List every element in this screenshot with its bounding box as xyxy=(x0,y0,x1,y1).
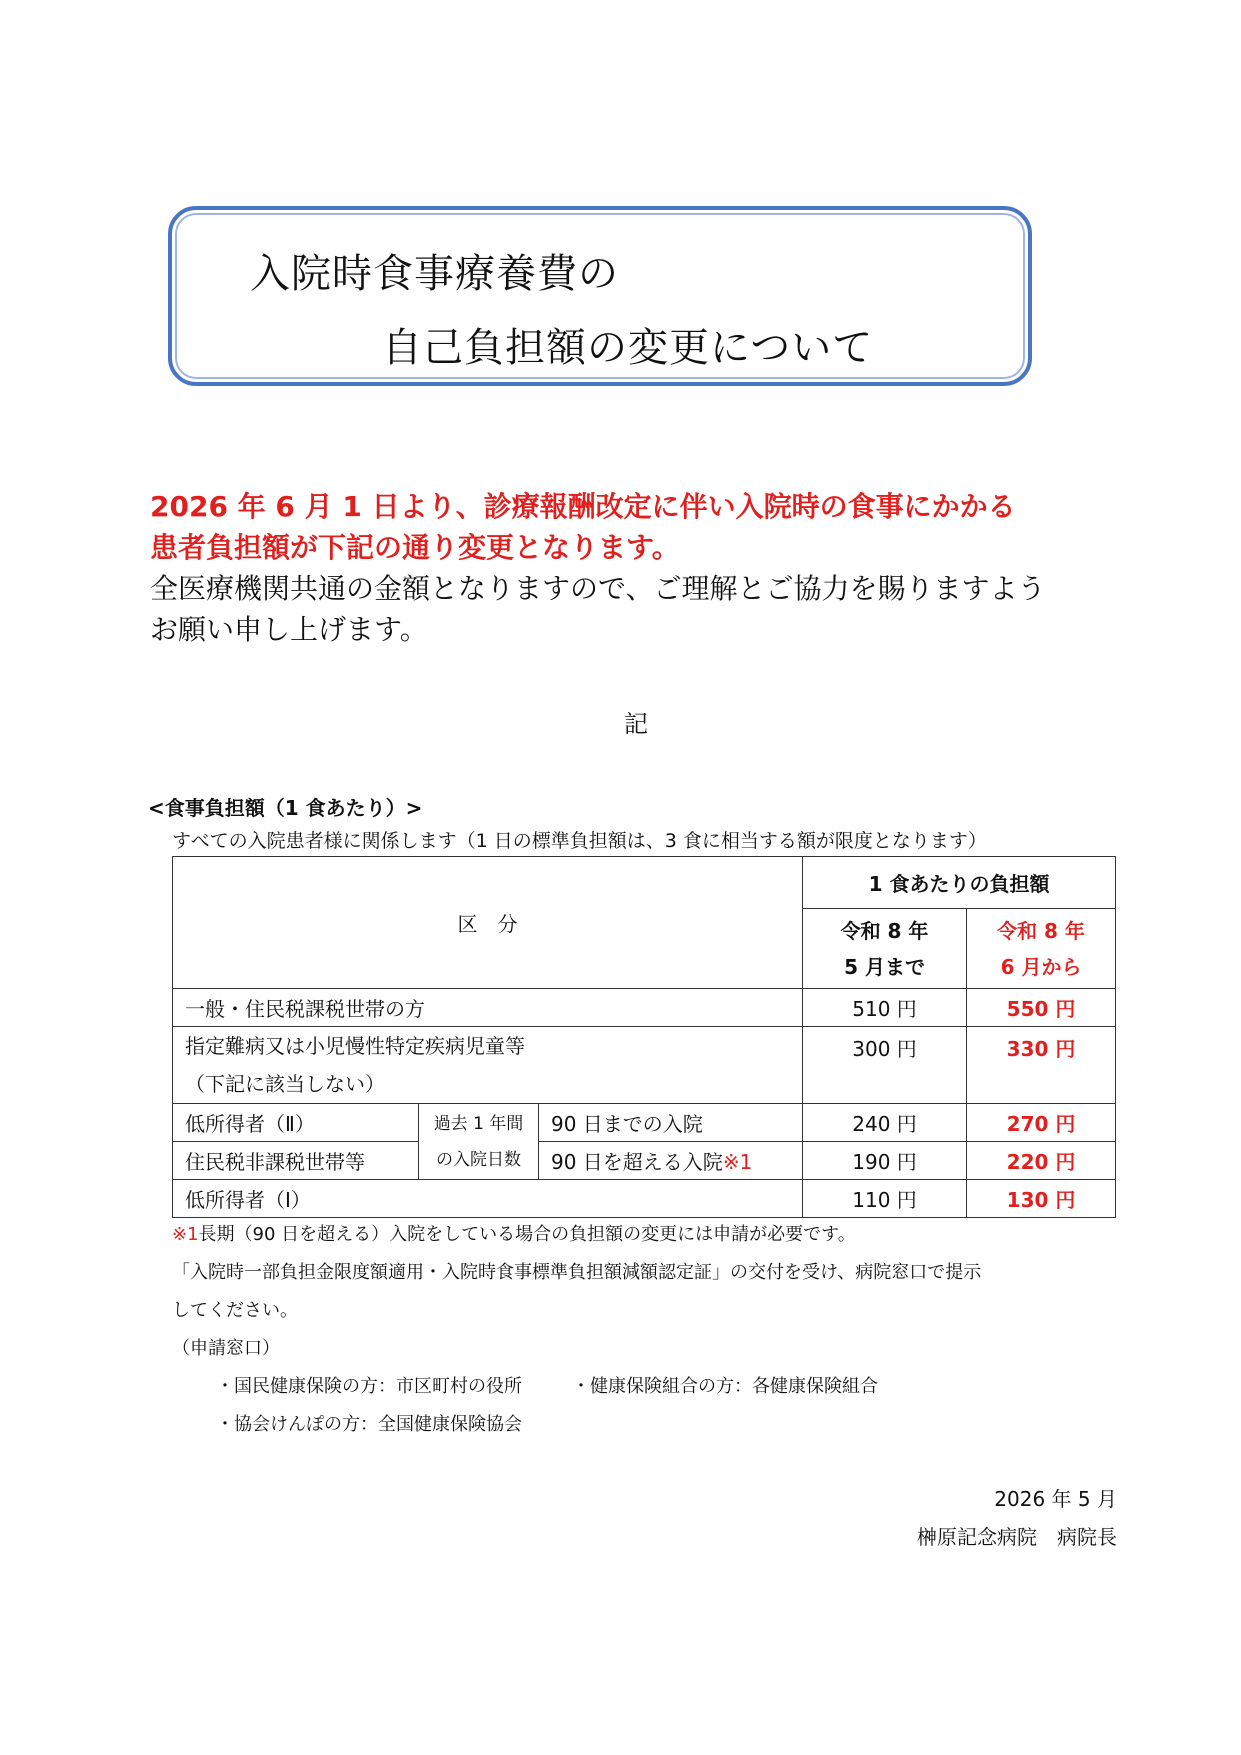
ki-heading: 記 xyxy=(624,710,648,738)
within-90-new: 270 円 xyxy=(967,1104,1116,1142)
note-1 xyxy=(172,1216,1132,1254)
row-intractable-label-2: （下記に該当しない） xyxy=(185,1072,385,1096)
row-general-old: 510 円 xyxy=(803,989,967,1027)
past-year-line-2: の入院日数 xyxy=(436,1149,521,1170)
footer xyxy=(917,1480,1117,1556)
low-income-1-old: 110 円 xyxy=(803,1180,967,1218)
intro-line-1: 全医療機関共通の金額となりますので、ご理解とご協力を賜りますよう xyxy=(150,572,1046,605)
header-new-line-2: 6 月から xyxy=(1000,954,1082,979)
low-income-1-new: 130 円 xyxy=(967,1180,1116,1218)
footer-signature: 榊原記念病院 病院長 xyxy=(917,1525,1117,1549)
past-year-label xyxy=(419,1104,539,1180)
low-income-2-label: 低所得者（Ⅱ） xyxy=(173,1104,419,1142)
section-note: すべての入院患者様に関係します（1 日の標準負担額は、3 食に相当する額が限度となります） xyxy=(172,830,987,852)
over-90-text: 90 日を超える入院 xyxy=(551,1150,723,1174)
note-1-mark: ※1 xyxy=(172,1224,199,1245)
header-new xyxy=(967,909,1116,989)
header-per-meal: 1 食あたりの負担額 xyxy=(803,857,1116,909)
row-general-new: 550 円 xyxy=(967,989,1116,1027)
row-intractable-new: 330 円 xyxy=(967,1027,1116,1104)
notes-block xyxy=(172,1216,1132,1444)
header-old-line-1: 令和 8 年 xyxy=(840,918,929,943)
over-90-new: 220 円 xyxy=(967,1142,1116,1180)
within-90-old: 240 円 xyxy=(803,1104,967,1142)
apply-title: （申請窓口） xyxy=(172,1338,280,1359)
header-new-line-1: 令和 8 年 xyxy=(997,918,1085,943)
header-old-line-2: 5 月まで xyxy=(844,954,925,979)
footer-date: 2026 年 5 月 xyxy=(994,1487,1117,1511)
apply-1: ・国民健康保険の方：市区町村の役所 xyxy=(216,1376,522,1397)
note-2: 「入院時一部負担金限度額適用・入院時食事標準負担額減額認定証」の交付を受け、病院窓口で提示 xyxy=(172,1262,982,1283)
title-line-1: 入院時食事療養費の xyxy=(250,251,619,297)
row-intractable-label xyxy=(173,1027,803,1104)
header-old xyxy=(803,909,967,989)
row-general-label: 一般・住民税課税世帯の方 xyxy=(173,989,803,1027)
over-90-label xyxy=(539,1142,803,1180)
fee-table xyxy=(172,856,1116,1218)
intro-text xyxy=(150,486,1140,650)
apply-row-1 xyxy=(172,1368,1132,1406)
note-1-text: 長期（90 日を超える）入院をしている場合の負担額の変更には申請が必要です。 xyxy=(198,1224,856,1245)
note-3: してください。 xyxy=(172,1300,298,1321)
header-category: 区 分 xyxy=(173,857,803,989)
over-90-old: 190 円 xyxy=(803,1142,967,1180)
intro-red-line-1: 2026 年 6 月 1 日より、診療報酬改定に伴い入院時の食事にかかる xyxy=(150,490,1016,523)
intro-red-line-2: 患者負担額が下記の通り変更となります。 xyxy=(150,531,680,564)
row-intractable-old: 300 円 xyxy=(803,1027,967,1104)
intro-line-2: お願い申し上げます。 xyxy=(150,613,428,646)
apply-2: ・健康保険組合の方：各健康保険組合 xyxy=(572,1376,878,1397)
section-title: <食事負担額（1 食あたり）> xyxy=(148,796,423,820)
title-line-2: 自己負担額の変更について xyxy=(382,325,874,371)
row-intractable-label-1: 指定難病又は小児慢性特定疾病児童等 xyxy=(185,1034,525,1058)
resident-tax-exempt-label: 住民税非課税世帯等 xyxy=(173,1142,419,1180)
within-90-label: 90 日までの入院 xyxy=(539,1104,803,1142)
past-year-line-1: 過去 1 年間 xyxy=(433,1113,524,1134)
apply-3: ・協会けんぽの方：全国健康保険協会 xyxy=(216,1414,522,1435)
over-90-mark: ※1 xyxy=(722,1150,753,1174)
low-income-1-label: 低所得者（Ⅰ） xyxy=(173,1180,803,1218)
